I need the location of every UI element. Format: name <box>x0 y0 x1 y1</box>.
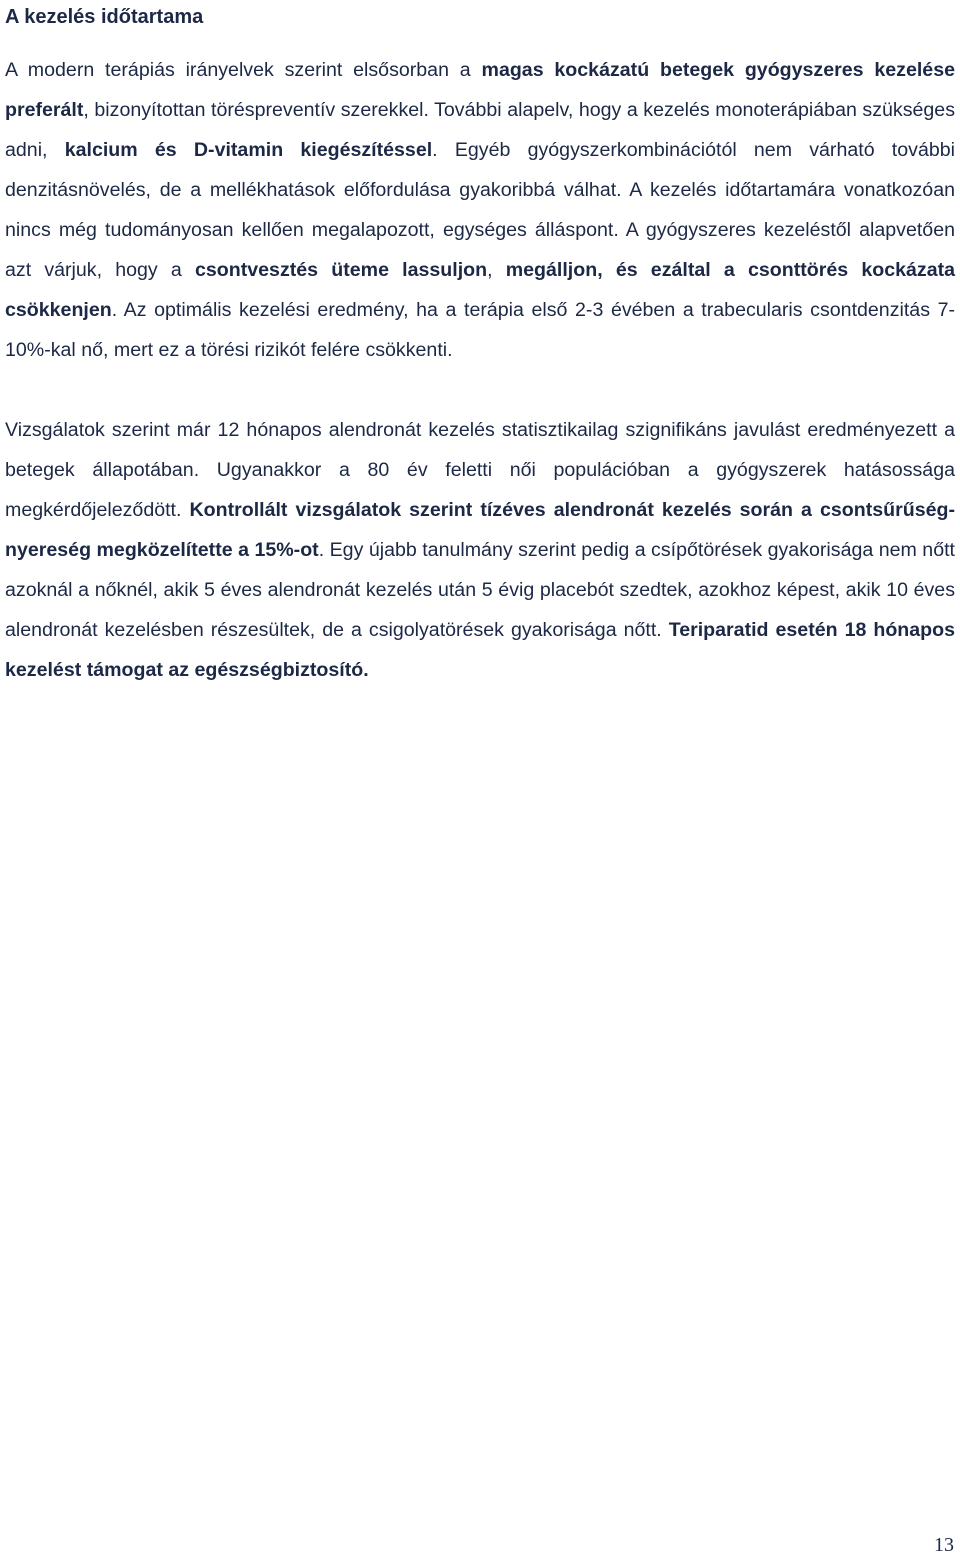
text-segment-bold: kalcium és D-vitamin kiegészítéssel <box>64 139 433 161</box>
text-segment-bold: megálljon, és ezáltal a csonttörés kockázata csökkenjen <box>5 259 956 321</box>
text-segment: Vizsgálatok szerint már 12 hónapos alendronát kezelés statisztikailag szignifikáns javulást eredményezett a betegek állapotában. Ugyanakkor a 80 év feletti női populációban a gyógyszerek hatásossága megkérdőjeleződött. <box>5 419 955 521</box>
text-segment-bold: Kontrollált vizsgálatok szerint tízéves alendronát kezelés során a csontsűrűség-nyereség megközelítette a 15%-ot <box>5 499 955 561</box>
paragraph-treatment-duration <box>5 50 955 370</box>
text-segment: . Egy újabb tanulmány szerint pedig a csípőtörések gyakorisága nem nőtt azoknál a nőknél, akik 5 éves alendronát kezelés után 5 évig placebót szedtek, azokhoz képest, akik 10 éves alendronát kezelésben részesültek, de a csigolyatörések gyakorisága nőtt. <box>5 539 955 641</box>
paragraph-studies <box>5 410 955 690</box>
section-heading: A kezelés időtartama <box>5 6 204 28</box>
text-segment-bold: Teriparatid esetén 18 hónapos kezelést támogat az egészségbiztosító. <box>5 619 955 681</box>
text-segment: A modern terápiás irányelvek szerint elsősorban a <box>5 59 482 81</box>
page-number: 13 <box>934 1534 954 1556</box>
text-segment-bold: csontvesztés üteme lassuljon <box>195 259 488 281</box>
text-segment: , bizonyítottan töréspreventív szerekkel. További alapelv, hogy a kezelés monoterápiában szükséges adni, <box>5 99 955 161</box>
document-page <box>5 0 955 690</box>
text-segment: . Az optimális kezelési eredmény, ha a terápia első 2-3 évében a trabecularis csontdenzitás 7-10%-kal nő, mert ez a törési rizikót felére csökkenti. <box>5 299 955 361</box>
text-segment-bold: magas kockázatú betegek gyógyszeres kezelése preferált <box>5 59 955 121</box>
text-segment: , <box>487 259 506 281</box>
text-segment: . Egyéb gyógyszerkombinációtól nem várható további denzitásnövelés, de a mellékhatások előfordulása gyakoribbá válhat. A kezelés időtartamára vonatkozóan nincs még tudományosan kellően megalapozott, egységes álláspont. A gyógyszeres kezeléstől alapvetően azt várjuk, hogy a <box>5 139 955 281</box>
